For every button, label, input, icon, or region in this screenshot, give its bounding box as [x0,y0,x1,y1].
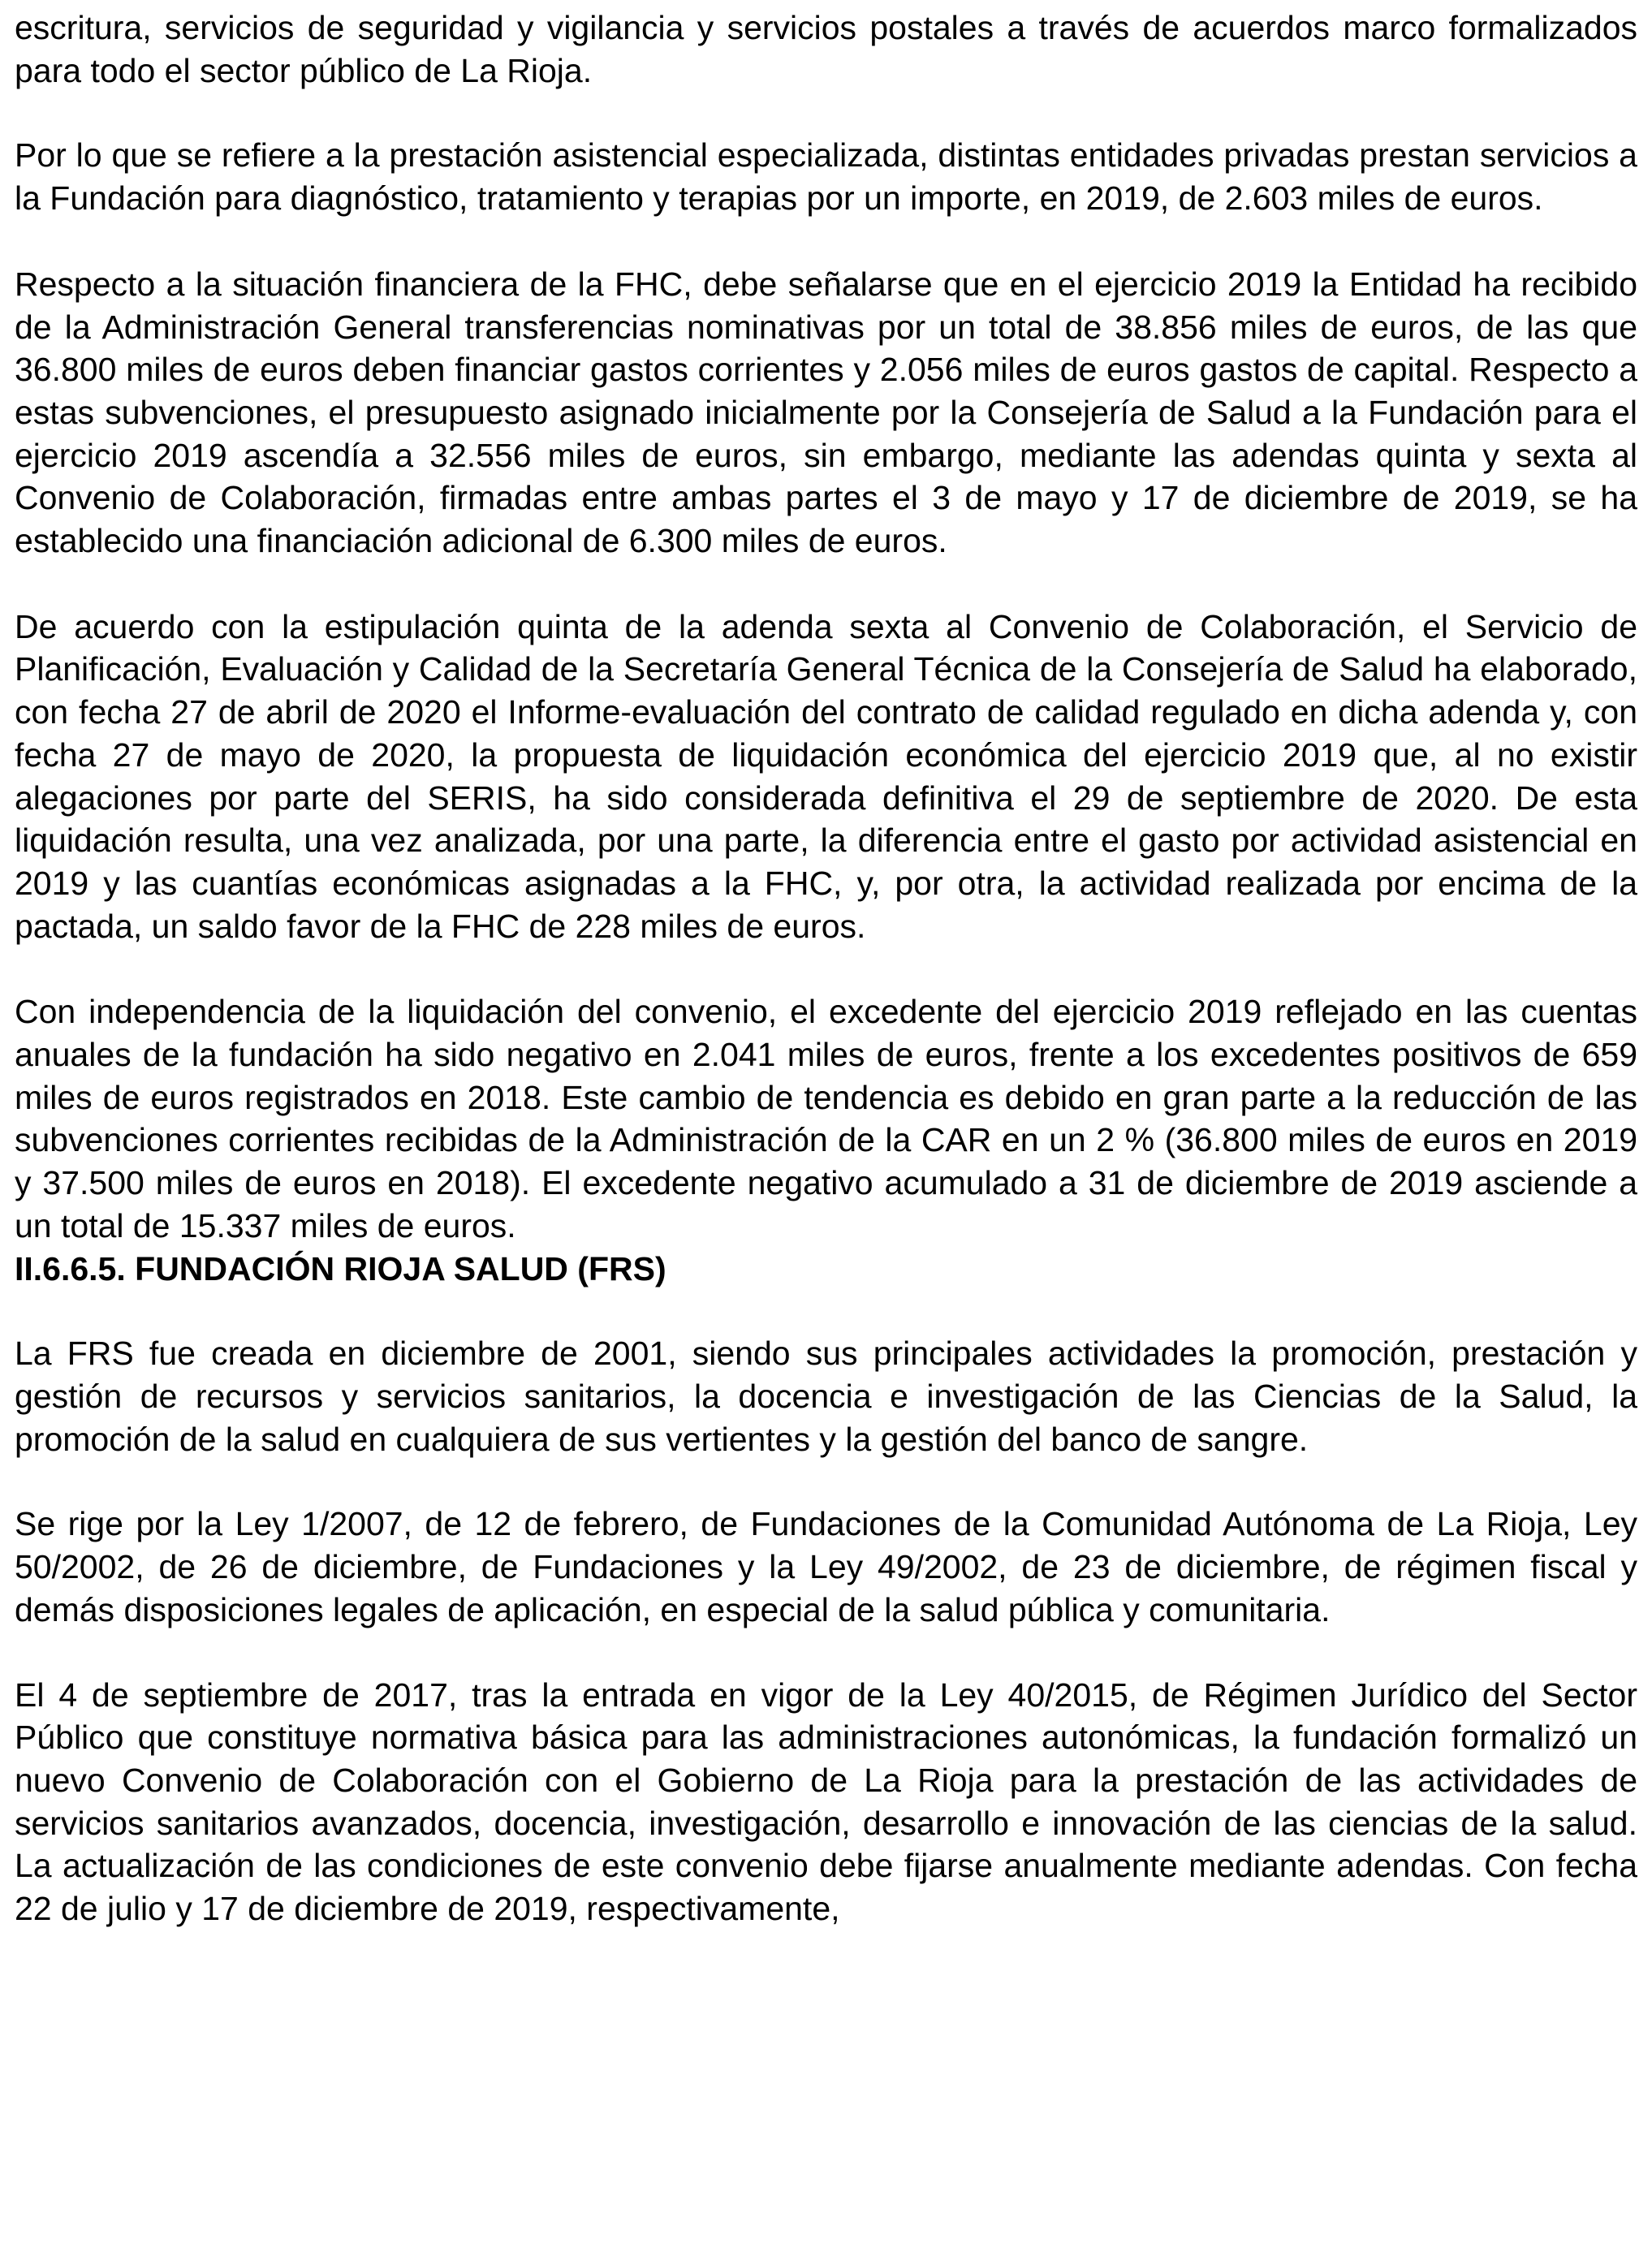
paragraph-surplus: Con independencia de la liquidación del convenio, el excedente del ejercicio 2019 reflejado en las cuentas anuales de la fundación ha sido negativo en 2.041 miles de euros, frente a los excedentes positivos de 659 miles de euros registrados en 2018. Este cambio de tendencia es debido en gran parte a la reducción de las subvenciones corrientes recibidas de la Administración de la CAR en un 2 % (36.800 miles de euros en 2019 y 37.500 miles de euros en 2018). El excedente negativo acumulado a 31 de diciembre de 2019 asciende a un total de 15.337 miles de euros. [15,993,1637,1244]
paragraph-settlement: De acuerdo con la estipulación quinta de la adenda sexta al Convenio de Colaboración, el Servicio de Planificación, Evaluación y Calidad de la Secretaría General Técnica de la Consejería de Salud ha elaborado, con fecha 27 de abril de 2020 el Informe-evaluación del contrato de calidad regulado en dicha adenda y, con fecha 27 de mayo de 2020, la propuesta de liquidación económica del ejercicio 2019 que, al no existir alegaciones por parte del SERIS, ha sido considerada definitiva el 29 de septiembre de 2020. De esta liquidación resulta, una vez analizada, por una parte, la diferencia entre el gasto por actividad asistencial en 2019 y las cuantías económicas asignadas a la FHC, y, por otra, la actividad realizada por encima de la pactada, un saldo favor de la FHC de 228 miles de euros. [15,607,1637,945]
paragraph-financial-situation: Respecto a la situación financiera de la FHC, debe señalarse que en el ejercicio 2019 la Entidad ha recibido de la Administración General transferencias nominativas por un total de 38.856 miles de euros, de las que 36.800 miles de euros deben financiar gastos corrientes y 2.056 miles de euros gastos de capital. Respecto a estas subvenciones, el presupuesto asignado inicialmente por la Consejería de Salud a la Fundación para el ejercicio 2019 ascendía a 32.556 miles de euros, sin embargo, mediante las adendas quinta y sexta al Convenio de Colaboración, firmadas entre ambas partes el 3 de mayo y 17 de diciembre de 2019, se ha establecido una financiación adicional de 6.300 miles de euros. [15,265,1637,560]
paragraph-specialized-care: Por lo que se refiere a la prestación asistencial especializada, distintas entidades privadas prestan servicios a la Fundación para diagnóstico, tratamiento y terapias por un importe, en 2019, de 2.603 miles de euros. [15,136,1637,218]
paragraph-frs-agreement: El 4 de septiembre de 2017, tras la entrada en vigor de la Ley 40/2015, de Régimen Jurídico del Sector Público que constituye normativa básica para las administraciones autonómicas, la fundación formalizó un nuevo Convenio de Colaboración con el Gobierno de La Rioja para la prestación de las actividades de servicios sanitarios avanzados, docencia, investigación, desarrollo e innovación de las ciencias de la salud. La actualización de las condiciones de este convenio debe fijarse anualmente mediante adendas. Con fecha 22 de julio y 17 de diciembre de 2019, respectivamente, [15,1676,1637,1928]
document-page [15,0,1637,2247]
paragraph-frs-creation: La FRS fue creada en diciembre de 2001, siendo sus principales actividades la promoción, prestación y gestión de recursos y servicios sanitarios, la docencia e investigación de las Ciencias de la Salud, la promoción de la salud en cualquiera de sus vertientes y la gestión del banco de sangre. [15,1335,1637,1458]
section-heading: II.6.6.5. FUNDACIÓN RIOJA SALUD (FRS) [15,1249,666,1287]
paragraph-framework-agreements: escritura, servicios de seguridad y vigilancia y servicios postales a través de acuerdos marco formalizados para todo el sector público de La Rioja. [15,9,1637,89]
paragraph-frs-legal-framework: Se rige por la Ley 1/2007, de 12 de febrero, de Fundaciones de la Comunidad Autónoma de La Rioja, Ley 50/2002, de 26 de diciembre, de Fundaciones y la Ley 49/2002, de 23 de diciembre, de régimen fiscal y demás disposiciones legales de aplicación, en especial de la salud pública y comunitaria. [15,1505,1637,1628]
